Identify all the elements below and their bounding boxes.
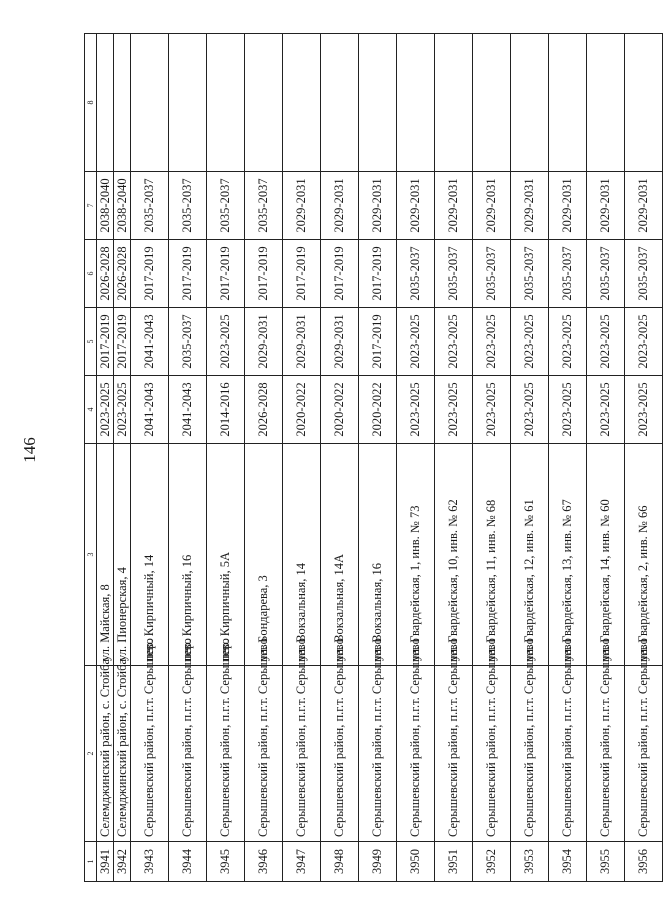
period-col6-cell: 2026-2028 bbox=[97, 240, 114, 308]
district-cell: Серышевский район, п.г.т. Серышево bbox=[207, 666, 245, 842]
col8-cell bbox=[359, 34, 397, 172]
column-number: 2 bbox=[85, 666, 97, 842]
table-row bbox=[359, 34, 397, 882]
table-row bbox=[131, 34, 169, 882]
table-row bbox=[207, 34, 245, 882]
row-number-cell: 3955 bbox=[587, 842, 625, 882]
table-row bbox=[397, 34, 435, 882]
district-cell: Серышевский район, п.г.т. Серышево bbox=[435, 666, 473, 842]
period-col4-cell: 2041-2043 bbox=[169, 376, 207, 444]
col8-cell bbox=[511, 34, 549, 172]
period-col6-cell: 2035-2037 bbox=[511, 240, 549, 308]
period-col5-cell: 2023-2025 bbox=[435, 308, 473, 376]
period-col6-cell: 2017-2019 bbox=[169, 240, 207, 308]
period-col4-cell: 2023-2025 bbox=[473, 376, 511, 444]
period-col4-cell: 2026-2028 bbox=[245, 376, 283, 444]
row-number-cell: 3945 bbox=[207, 842, 245, 882]
row-number-cell: 3943 bbox=[131, 842, 169, 882]
col8-cell bbox=[283, 34, 321, 172]
period-col5-cell: 2017-2019 bbox=[114, 308, 131, 376]
district-cell: Селемджинский район, с. Стойба bbox=[97, 666, 114, 842]
period-col5-cell: 2041-2043 bbox=[131, 308, 169, 376]
col8-cell bbox=[114, 34, 131, 172]
period-col6-cell: 2017-2019 bbox=[207, 240, 245, 308]
period-col4-cell: 2014-2016 bbox=[207, 376, 245, 444]
district-cell: Селемджинский район, с. Стойба bbox=[114, 666, 131, 842]
column-number: 3 bbox=[85, 444, 97, 666]
period-col5-cell: 2023-2025 bbox=[511, 308, 549, 376]
period-col6-cell: 2035-2037 bbox=[625, 240, 663, 308]
column-number: 1 bbox=[85, 842, 97, 882]
column-number-row bbox=[85, 34, 97, 882]
period-col4-cell: 2020-2022 bbox=[359, 376, 397, 444]
row-number-cell: 3949 bbox=[359, 842, 397, 882]
period-col7-cell: 2029-2031 bbox=[473, 172, 511, 240]
period-col4-cell: 2023-2025 bbox=[397, 376, 435, 444]
period-col6-cell: 2017-2019 bbox=[245, 240, 283, 308]
rotated-table-container bbox=[84, 34, 650, 882]
period-col6-cell: 2035-2037 bbox=[435, 240, 473, 308]
col8-cell bbox=[245, 34, 283, 172]
period-col6-cell: 2035-2037 bbox=[397, 240, 435, 308]
period-col7-cell: 2035-2037 bbox=[207, 172, 245, 240]
table-row bbox=[283, 34, 321, 882]
period-col7-cell: 2035-2037 bbox=[131, 172, 169, 240]
period-col5-cell: 2017-2019 bbox=[359, 308, 397, 376]
row-number-cell: 3953 bbox=[511, 842, 549, 882]
col8-cell bbox=[625, 34, 663, 172]
period-col5-cell: 2017-2019 bbox=[97, 308, 114, 376]
district-cell: Серышевский район, п.г.т. Серышево bbox=[397, 666, 435, 842]
col8-cell bbox=[397, 34, 435, 172]
col8-cell bbox=[97, 34, 114, 172]
period-col5-cell: 2029-2031 bbox=[321, 308, 359, 376]
address-cell: ул. Гвардейская, 11, инв. № 68 bbox=[473, 444, 511, 666]
col8-cell bbox=[131, 34, 169, 172]
row-number-cell: 3942 bbox=[114, 842, 131, 882]
period-col6-cell: 2017-2019 bbox=[321, 240, 359, 308]
table-row bbox=[114, 34, 131, 882]
period-col4-cell: 2023-2025 bbox=[549, 376, 587, 444]
table-row bbox=[97, 34, 114, 882]
table-row bbox=[435, 34, 473, 882]
column-number: 5 bbox=[85, 308, 97, 376]
col8-cell bbox=[587, 34, 625, 172]
period-col7-cell: 2035-2037 bbox=[245, 172, 283, 240]
period-col5-cell: 2029-2031 bbox=[283, 308, 321, 376]
row-number-cell: 3941 bbox=[97, 842, 114, 882]
district-cell: Серышевский район, п.г.т. Серышево bbox=[283, 666, 321, 842]
district-cell: Серышевский район, п.г.т. Серышево bbox=[549, 666, 587, 842]
col8-cell bbox=[549, 34, 587, 172]
period-col4-cell: 2023-2025 bbox=[97, 376, 114, 444]
address-cell: ул. Пионерская, 4 bbox=[114, 444, 131, 666]
table-row bbox=[321, 34, 359, 882]
page-number: 146 bbox=[20, 437, 39, 463]
period-col7-cell: 2038-2040 bbox=[97, 172, 114, 240]
table-row bbox=[587, 34, 625, 882]
row-number-cell: 3951 bbox=[435, 842, 473, 882]
district-cell: Серышевский район, п.г.т. Серышево bbox=[245, 666, 283, 842]
table-row bbox=[549, 34, 587, 882]
address-cell: пер. Кирпичный, 16 bbox=[169, 444, 207, 666]
district-cell: Серышевский район, п.г.т. Серышево bbox=[359, 666, 397, 842]
table-row bbox=[245, 34, 283, 882]
table-row bbox=[473, 34, 511, 882]
row-number-cell: 3948 bbox=[321, 842, 359, 882]
column-number: 8 bbox=[85, 34, 97, 172]
col8-cell bbox=[169, 34, 207, 172]
period-col5-cell: 2023-2025 bbox=[473, 308, 511, 376]
period-col7-cell: 2029-2031 bbox=[435, 172, 473, 240]
table-row bbox=[511, 34, 549, 882]
col8-cell bbox=[207, 34, 245, 172]
row-number-cell: 3950 bbox=[397, 842, 435, 882]
district-cell: Серышевский район, п.г.т. Серышево bbox=[131, 666, 169, 842]
period-col4-cell: 2023-2025 bbox=[511, 376, 549, 444]
period-col6-cell: 2017-2019 bbox=[283, 240, 321, 308]
period-col6-cell: 2017-2019 bbox=[131, 240, 169, 308]
period-col5-cell: 2023-2025 bbox=[587, 308, 625, 376]
period-col4-cell: 2041-2043 bbox=[131, 376, 169, 444]
repair-schedule-table bbox=[84, 33, 663, 882]
period-col5-cell: 2035-2037 bbox=[169, 308, 207, 376]
period-col7-cell: 2029-2031 bbox=[397, 172, 435, 240]
period-col4-cell: 2020-2022 bbox=[283, 376, 321, 444]
column-number: 4 bbox=[85, 376, 97, 444]
table-row bbox=[169, 34, 207, 882]
address-cell: пер. Кирпичный, 14 bbox=[131, 444, 169, 666]
table-row bbox=[625, 34, 663, 882]
district-cell: Серышевский район, п.г.т. Серышево bbox=[473, 666, 511, 842]
row-number-cell: 3954 bbox=[549, 842, 587, 882]
address-cell: ул. Бондарева, 3 bbox=[245, 444, 283, 666]
period-col5-cell: 2029-2031 bbox=[245, 308, 283, 376]
district-cell: Серышевский район, п.г.т. Серышево bbox=[625, 666, 663, 842]
district-cell: Серышевский район, п.г.т. Серышево bbox=[321, 666, 359, 842]
address-cell: ул. Гвардейская, 13, инв. № 67 bbox=[549, 444, 587, 666]
address-cell: ул. Гвардейская, 10, инв. № 62 bbox=[435, 444, 473, 666]
address-cell: пер. Кирпичный, 5А bbox=[207, 444, 245, 666]
period-col4-cell: 2023-2025 bbox=[114, 376, 131, 444]
row-number-cell: 3956 bbox=[625, 842, 663, 882]
period-col5-cell: 2023-2025 bbox=[625, 308, 663, 376]
period-col7-cell: 2029-2031 bbox=[511, 172, 549, 240]
row-number-cell: 3952 bbox=[473, 842, 511, 882]
col8-cell bbox=[321, 34, 359, 172]
period-col5-cell: 2023-2025 bbox=[207, 308, 245, 376]
address-cell: ул. Майская, 8 bbox=[97, 444, 114, 666]
period-col4-cell: 2023-2025 bbox=[435, 376, 473, 444]
column-number: 6 bbox=[85, 240, 97, 308]
address-cell: ул. Гвардейская, 1, инв. № 73 bbox=[397, 444, 435, 666]
period-col7-cell: 2038-2040 bbox=[114, 172, 131, 240]
period-col7-cell: 2029-2031 bbox=[625, 172, 663, 240]
address-cell: ул. Гвардейская, 2, инв. № 66 bbox=[625, 444, 663, 666]
period-col6-cell: 2035-2037 bbox=[549, 240, 587, 308]
period-col4-cell: 2023-2025 bbox=[625, 376, 663, 444]
col8-cell bbox=[435, 34, 473, 172]
period-col6-cell: 2035-2037 bbox=[587, 240, 625, 308]
row-number-cell: 3947 bbox=[283, 842, 321, 882]
period-col7-cell: 2035-2037 bbox=[169, 172, 207, 240]
row-number-cell: 3946 bbox=[245, 842, 283, 882]
period-col7-cell: 2029-2031 bbox=[283, 172, 321, 240]
period-col7-cell: 2029-2031 bbox=[587, 172, 625, 240]
table-body bbox=[85, 34, 663, 882]
period-col6-cell: 2035-2037 bbox=[473, 240, 511, 308]
district-cell: Серышевский район, п.г.т. Серышево bbox=[169, 666, 207, 842]
period-col6-cell: 2026-2028 bbox=[114, 240, 131, 308]
period-col7-cell: 2029-2031 bbox=[549, 172, 587, 240]
period-col4-cell: 2020-2022 bbox=[321, 376, 359, 444]
address-cell: ул. Вокзальная, 16 bbox=[359, 444, 397, 666]
period-col5-cell: 2023-2025 bbox=[549, 308, 587, 376]
address-cell: ул. Вокзальная, 14А bbox=[321, 444, 359, 666]
period-col5-cell: 2023-2025 bbox=[397, 308, 435, 376]
period-col7-cell: 2029-2031 bbox=[359, 172, 397, 240]
address-cell: ул. Вокзальная, 14 bbox=[283, 444, 321, 666]
address-cell: ул. Гвардейская, 12, инв. № 61 bbox=[511, 444, 549, 666]
district-cell: Серышевский район, п.г.т. Серышево bbox=[511, 666, 549, 842]
district-cell: Серышевский район, п.г.т. Серышево bbox=[587, 666, 625, 842]
period-col7-cell: 2029-2031 bbox=[321, 172, 359, 240]
row-number-cell: 3944 bbox=[169, 842, 207, 882]
period-col6-cell: 2017-2019 bbox=[359, 240, 397, 308]
address-cell: ул. Гвардейская, 14, инв. № 60 bbox=[587, 444, 625, 666]
period-col4-cell: 2023-2025 bbox=[587, 376, 625, 444]
column-number: 7 bbox=[85, 172, 97, 240]
col8-cell bbox=[473, 34, 511, 172]
